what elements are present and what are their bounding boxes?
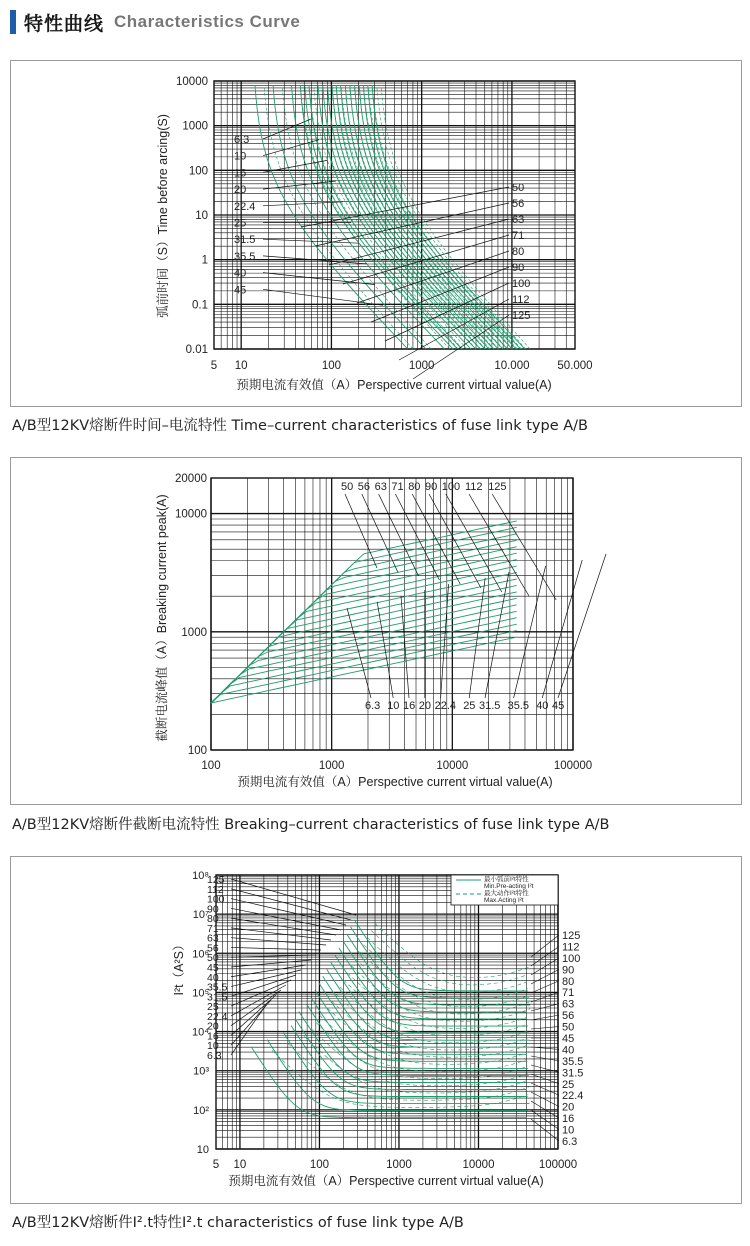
rating-label-right: 40 (562, 1044, 575, 1057)
rating-label-left: 16 (207, 1030, 219, 1043)
curve-max-125 (375, 924, 530, 978)
section-title-cn: 特性曲线 (24, 12, 105, 35)
rating-label-right: 50 (562, 1021, 575, 1034)
leader-line-left (231, 879, 356, 915)
x-tick-label: 10 (233, 1159, 247, 1171)
y-tick-label: 10³ (193, 1065, 209, 1078)
section-title-en: Characteristics Curve (114, 12, 301, 31)
leader-line-right (531, 1056, 559, 1061)
leader-line-right (531, 1083, 559, 1095)
y-tick-label: 1000 (182, 120, 208, 133)
leader-line-top (379, 494, 419, 576)
leader-line-bottom (401, 596, 409, 698)
leader-line-right (531, 969, 559, 984)
leader-line-right (531, 1004, 559, 1011)
x-tick-label: 5 (212, 1159, 220, 1171)
rating-label-right: 100 (512, 278, 531, 290)
rating-label-top: 90 (425, 481, 438, 493)
rating-label-left: 35.5 (207, 981, 228, 994)
rating-label-left: 56 (207, 942, 219, 955)
rating-label-right: 100 (562, 952, 581, 965)
chart-panel-i2t (10, 856, 742, 1204)
chart-panel-time-current (10, 60, 742, 407)
y-tick-label: 10⁴ (192, 1026, 209, 1039)
rating-label-left: 22.4 (207, 1010, 228, 1023)
y-tick-label: 10 (195, 210, 208, 222)
rating-label-top: 71 (391, 481, 404, 493)
accent-bar (10, 10, 16, 34)
rating-label-left: 25 (207, 1001, 219, 1014)
rating-label-right: 45 (562, 1033, 575, 1045)
y-axis-label: 截断电流峰值（A）Breaking current peak(A) (155, 494, 169, 742)
curve-max-31.5 (327, 1008, 530, 1064)
caption-breaking-current: A/B型12KV熔断件截断电流特性 Breaking–current characteristics of fuse link type A/B (12, 817, 610, 833)
rating-label-top: 50 (341, 481, 354, 493)
y-tick-label: 10 (196, 1144, 209, 1156)
leader-line-left (231, 965, 306, 977)
rating-label-left: 6.3 (207, 1050, 222, 1062)
rating-label-top: 125 (488, 481, 507, 493)
rating-label-left: 100 (207, 893, 225, 906)
leader-line-right (531, 1027, 559, 1029)
rating-label-right: 16 (562, 1113, 575, 1126)
x-tick-label: 100 (321, 360, 342, 372)
section-header (10, 8, 300, 36)
leader-line-left (231, 918, 336, 935)
curve-min-125 (354, 920, 528, 991)
rating-label-left: 40 (234, 267, 247, 280)
leader-line-left (231, 947, 321, 950)
y-tick-label: 10⁶ (192, 948, 209, 961)
rating-label-left: 35.5 (234, 250, 256, 263)
leader-line-right (531, 981, 559, 993)
x-tick-label: 100000 (538, 1159, 578, 1171)
rating-label-bottom: 40 (536, 700, 549, 712)
y-tick-label: 20000 (175, 473, 207, 485)
x-tick-label: 5 (210, 360, 218, 372)
leader-line-bottom (542, 560, 582, 698)
rating-label-left: 10 (207, 1040, 219, 1053)
rating-label-right: 90 (562, 964, 575, 977)
leader-line-bottom (347, 608, 371, 698)
leader-line-top (446, 494, 502, 592)
y-tick-label: 10⁷ (192, 909, 209, 922)
chart-panel-breaking-current (10, 457, 742, 805)
rating-label-right: 50 (512, 182, 525, 194)
rating-label-top: 80 (408, 481, 421, 493)
rating-label-bottom: 6.3 (365, 700, 381, 712)
x-tick-label: 10000 (436, 760, 469, 772)
y-tick-label: 1 (201, 254, 208, 267)
rating-label-bottom: 16 (403, 700, 416, 712)
rating-label-right: 90 (512, 262, 525, 274)
leader-line-right (531, 958, 559, 975)
rating-label-left: 45 (207, 962, 219, 974)
rating-label-left: 71 (207, 922, 219, 935)
x-tick-label: 50.000 (557, 360, 593, 372)
x-tick-label: 100 (201, 760, 221, 772)
legend-label-cn: 最大动作I²t特性 (484, 890, 529, 897)
rating-label-left: 22.4 (234, 200, 256, 213)
leader-line-left (231, 975, 296, 996)
rating-label-right: 71 (562, 987, 575, 1000)
x-axis-label: 预期电流有效值（A）Perspective current virtual value(A) (236, 378, 552, 392)
legend-label-en: Min.Pre-acting I²t (484, 883, 534, 890)
y-tick-label: 10⁵ (192, 987, 209, 1000)
y-tick-label: 10000 (175, 508, 207, 521)
rating-label-right: 10 (562, 1124, 575, 1137)
x-tick-label: 10.000 (494, 360, 530, 372)
leader-line-top (395, 494, 439, 580)
y-tick-label: 10² (193, 1104, 209, 1117)
rating-label-left: 6.3 (234, 134, 250, 146)
rating-label-right: 35.5 (562, 1055, 584, 1068)
y-tick-label: 1000 (181, 626, 207, 639)
rating-label-right: 25 (562, 1078, 575, 1091)
rating-label-right: 63 (512, 214, 525, 226)
rating-label-right: 125 (562, 930, 581, 942)
leader-line-top (362, 494, 398, 572)
rating-label-left: 25 (234, 217, 247, 230)
rating-label-left: 63 (207, 932, 219, 945)
rating-label-left: 125 (207, 874, 225, 886)
caption-i2t: A/B型12KV熔断件I².t特性I².t characteristics of fuse link type A/B (12, 1215, 464, 1231)
rating-label-left: 16 (234, 167, 247, 180)
rating-label-left: 40 (207, 971, 219, 984)
rating-label-right: 112 (562, 941, 580, 954)
x-axis-label: 预期电流有效值（A）Perspective current virtual value(A) (237, 775, 553, 789)
rating-label-bottom: 10 (387, 700, 400, 712)
leader-line-top (492, 494, 556, 600)
rating-label-right: 80 (562, 975, 575, 988)
rating-label-left: 20 (207, 1020, 219, 1033)
rating-label-right: 22.4 (562, 1090, 584, 1103)
rating-label-left: 31.5 (207, 991, 228, 1004)
y-axis-label: 弧前时间（S）Time before arcing(S) (156, 114, 170, 318)
rating-label-left: 50 (207, 952, 219, 965)
leader-line-right (531, 1015, 559, 1020)
y-axis-label: I²t（A²S） (172, 938, 186, 996)
rating-label-right: 125 (512, 310, 531, 322)
y-tick-label: 100 (188, 165, 208, 178)
rating-label-left: 80 (207, 913, 219, 926)
rating-label-bottom: 20 (418, 700, 432, 712)
legend-label-en: Max.Acting I²t (484, 897, 524, 904)
rating-label-left: 90 (207, 903, 219, 916)
rating-label-right: 6.3 (562, 1136, 578, 1148)
x-tick-label: 10000 (462, 1159, 495, 1171)
rating-label-right: 63 (562, 998, 575, 1011)
x-axis-label: 预期电流有效值（A）Perspective current virtual value(A) (228, 1174, 544, 1188)
leader-line-right (531, 992, 559, 1002)
breaking-current-chart (11, 458, 741, 804)
x-tick-label: 1000 (386, 1159, 412, 1171)
curve-20 (211, 618, 517, 703)
rating-label-bottom: 25 (463, 700, 476, 712)
rating-label-left: 10 (234, 150, 247, 163)
x-tick-label: 100000 (553, 760, 593, 772)
leader-line-left (263, 119, 311, 139)
rating-label-top: 100 (441, 481, 461, 493)
rating-label-right: 56 (562, 1010, 575, 1023)
time-current-chart (11, 61, 741, 406)
rating-label-right: 80 (512, 246, 525, 258)
leader-line-left (231, 889, 351, 920)
rating-label-top: 56 (357, 481, 371, 493)
x-tick-label: 1000 (408, 360, 435, 372)
y-tick-label: 0.1 (192, 299, 208, 312)
rating-label-left: 20 (234, 184, 247, 197)
leader-line-left (263, 289, 383, 305)
rating-label-right: 112 (512, 294, 530, 306)
rating-label-left: 112 (207, 883, 224, 896)
leader-line-right (399, 299, 509, 360)
rating-label-bottom: 45 (552, 700, 565, 712)
rating-label-top: 112 (465, 481, 483, 493)
rating-label-left: 31.5 (234, 234, 256, 247)
rating-label-left: 45 (234, 284, 247, 297)
leader-line-right (531, 1092, 559, 1107)
rating-label-bottom: 35.5 (507, 700, 530, 712)
leader-line-right (531, 1110, 559, 1130)
x-tick-label: 100 (309, 1159, 330, 1171)
leader-line-right (301, 187, 509, 227)
y-tick-label: 10000 (176, 76, 208, 88)
leader-line-right (531, 946, 559, 966)
rating-label-bottom: 31.5 (479, 700, 501, 712)
i2t-chart (11, 857, 741, 1203)
x-tick-label: 1000 (318, 760, 345, 772)
leader-line-right (531, 1119, 559, 1141)
legend-label-cn: 最小弧前I²t特性 (484, 876, 529, 883)
rating-label-right: 71 (512, 230, 525, 242)
rating-label-bottom: 22.4 (434, 700, 457, 712)
leader-line-left (231, 970, 301, 987)
rating-label-right: 31.5 (562, 1067, 584, 1080)
y-tick-label: 100 (187, 745, 207, 757)
rating-label-top: 63 (374, 481, 387, 493)
rating-label-right: 56 (512, 198, 525, 210)
y-tick-label: 0.01 (185, 344, 208, 356)
y-tick-label: 10⁸ (192, 870, 209, 882)
caption-time-current: A/B型12KV熔断件时间–电流特性 Time–current characteristics of fuse link type A/B (12, 418, 588, 434)
x-tick-label: 10 (234, 360, 248, 372)
rating-label-right: 20 (562, 1101, 575, 1114)
